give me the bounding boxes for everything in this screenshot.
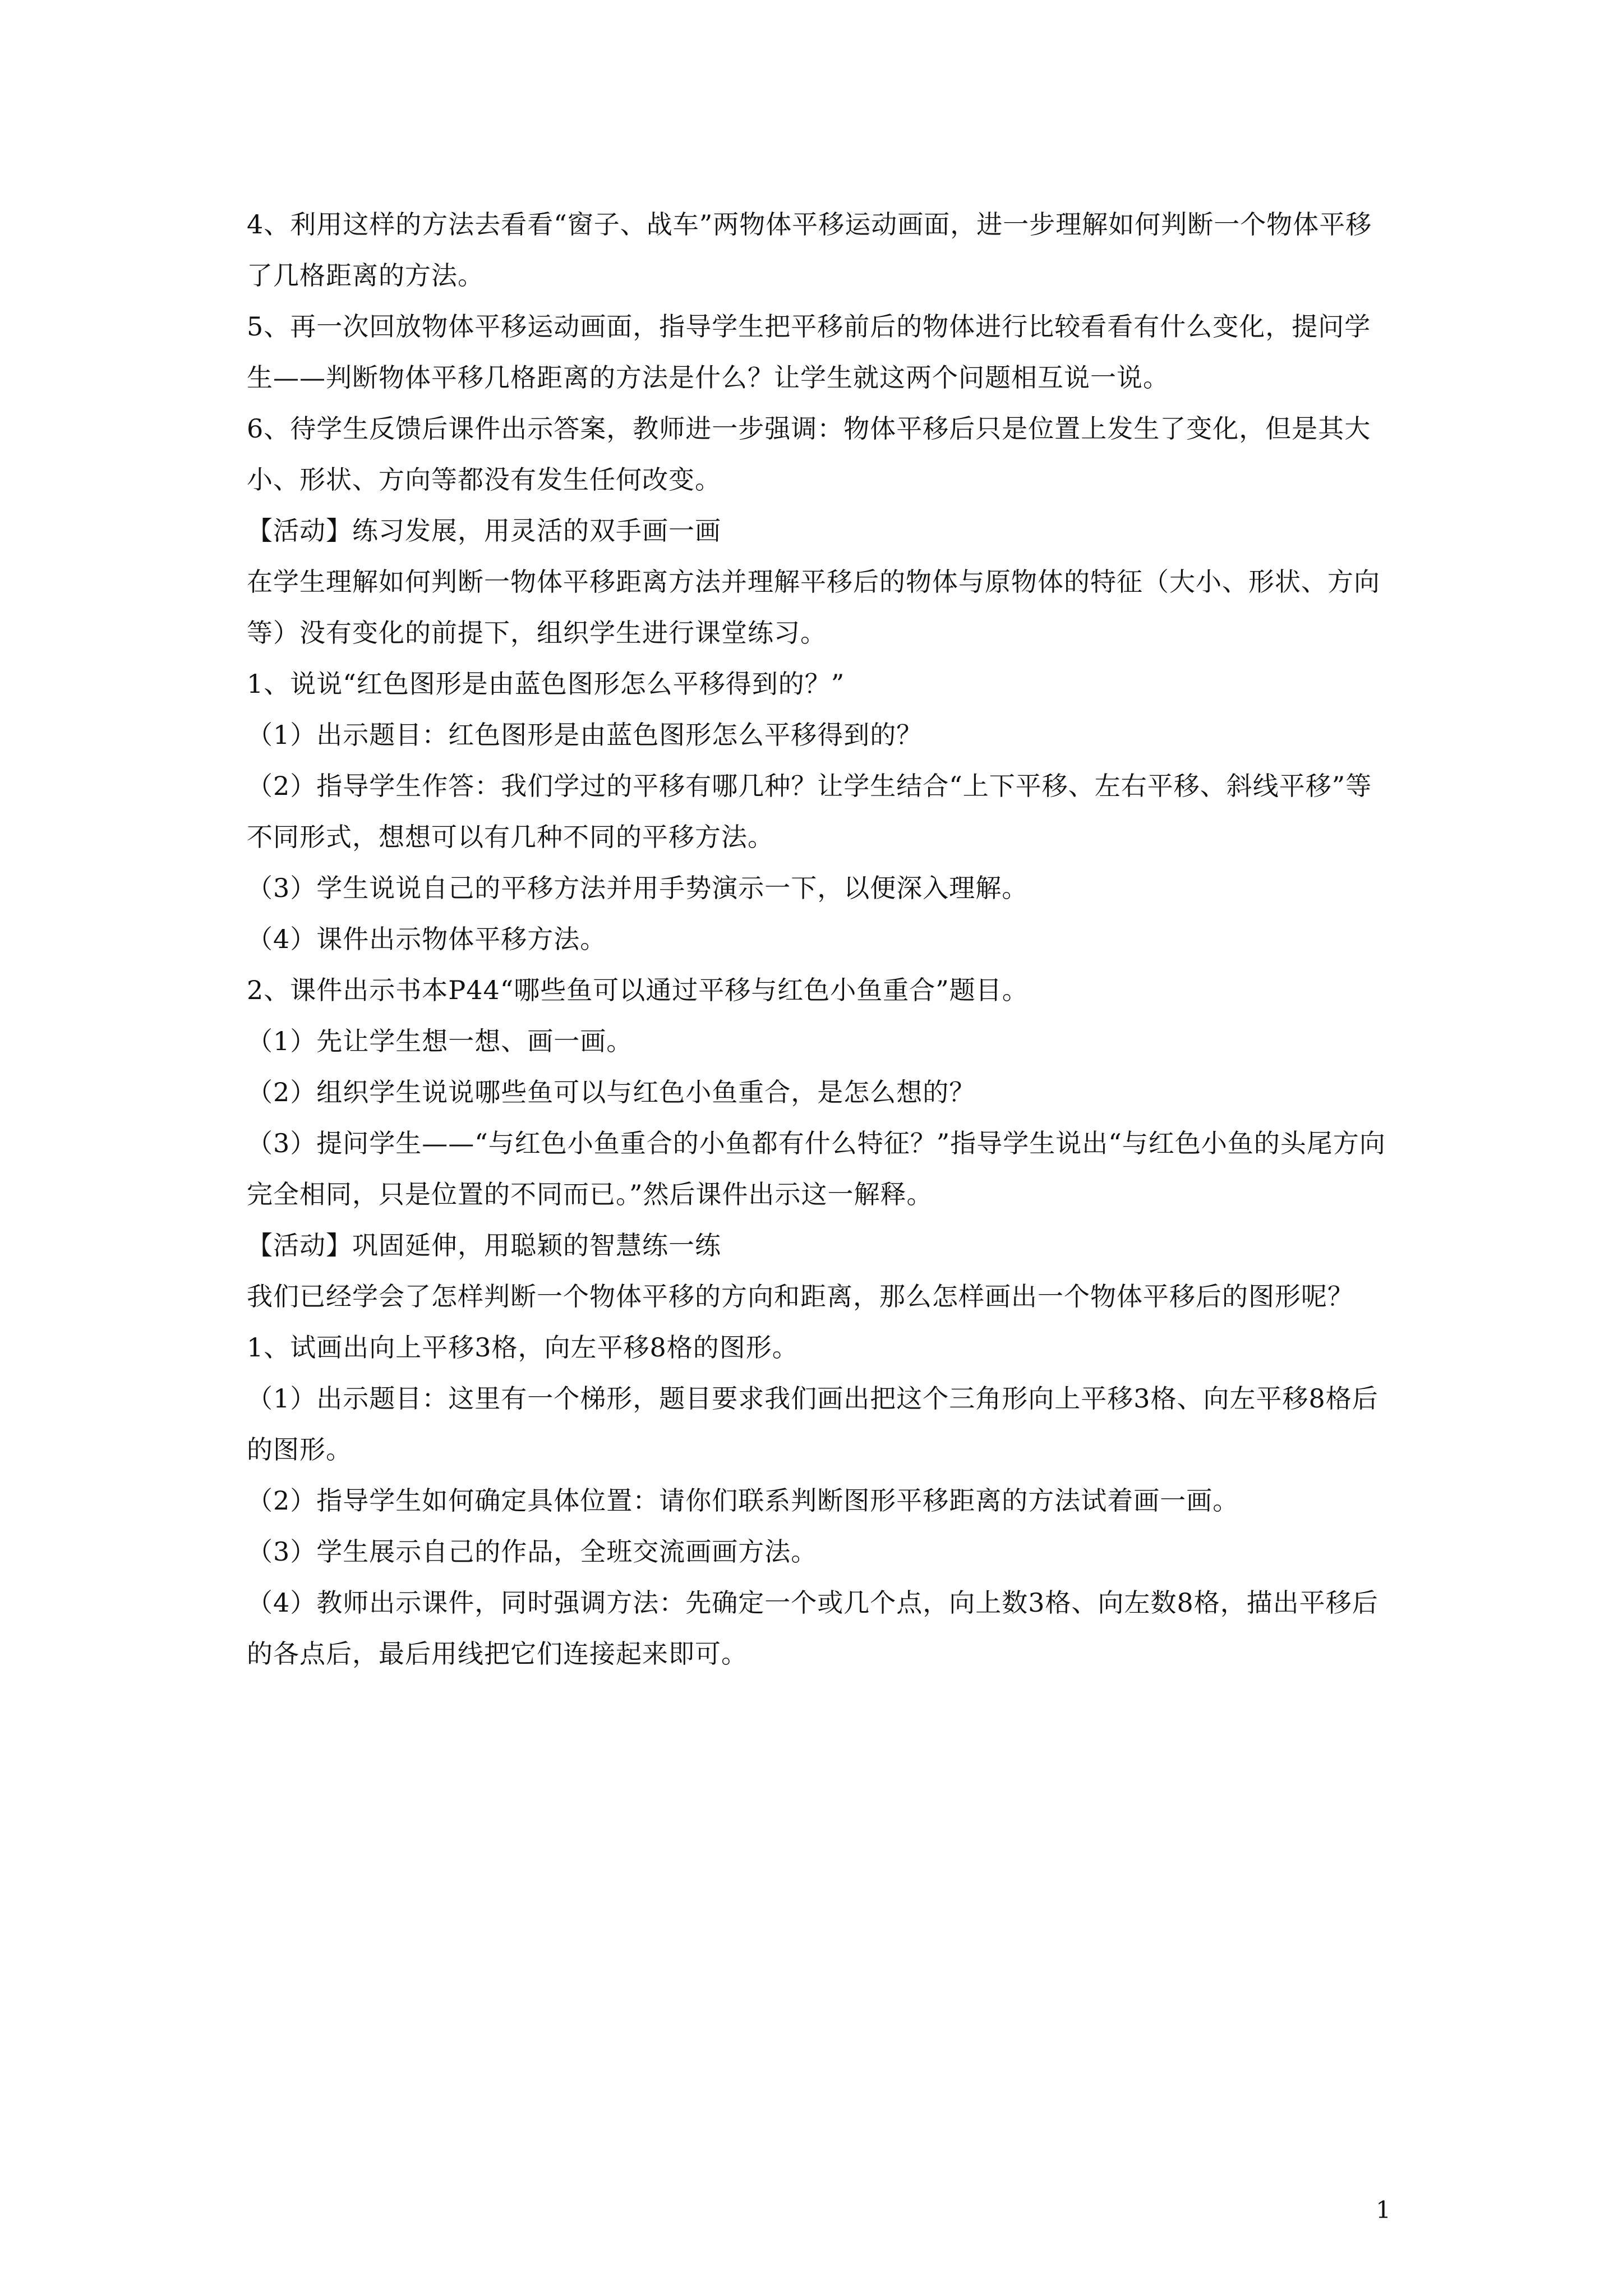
paragraph: 5、再一次回放物体平移运动画面，指导学生把平移前后的物体进行比较看看有什么变化，提问学生——判断物体平移几格距离的方法是什么？让学生就这两个问题相互说一说。: [247, 311, 1371, 393]
paragraph: 在学生理解如何判断一物体平移距离方法并理解平移后的物体与原物体的特征（大小、形状、方向等）没有变化的前提下，组织学生进行课堂练习。: [247, 567, 1380, 648]
paragraph: （3）学生展示自己的作品，全班交流画画方法。: [247, 1536, 818, 1567]
paragraph: （1）先让学生想一想、画一画。: [247, 1026, 633, 1056]
paragraph: （2）组织学生说说哪些鱼可以与红色小鱼重合，是怎么想的？: [247, 1077, 976, 1107]
paragraph: （2）指导学生作答：我们学过的平移有哪几种？让学生结合“上下平移、左右平移、斜线平移”等不同形式，想想可以有几种不同的平移方法。: [247, 771, 1372, 852]
paragraph: 1、说说“红色图形是由蓝色图形怎么平移得到的？”: [247, 669, 845, 699]
section-heading: 【活动】练习发展，用灵活的双手画一画: [247, 516, 721, 546]
paragraph: 4、利用这样的方法去看看“窗子、战车”两物体平移运动画面，进一步理解如何判断一个物体平移了几格距离的方法。: [247, 209, 1372, 291]
paragraph: （3）提问学生——“与红色小鱼重合的小鱼都有什么特征？”指导学生说出“与红色小鱼的头尾方向完全相同，只是位置的不同而已。”然后课件出示这一解释。: [247, 1128, 1386, 1209]
document-body: [247, 199, 1391, 1680]
paragraph: （1）出示题目：红色图形是由蓝色图形怎么平移得到的？: [247, 720, 923, 750]
page-number: 1: [1376, 2196, 1391, 2224]
paragraph: （1）出示题目：这里有一个梯形，题目要求我们画出把这个三角形向上平移3格、向左平移8格后的图形。: [247, 1383, 1378, 1465]
paragraph: 1、试画出向上平移3格，向左平移8格的图形。: [247, 1332, 799, 1363]
paragraph: 6、待学生反馈后课件出示答案，教师进一步强调：物体平移后只是位置上发生了变化，但是其大小、形状、方向等都没有发生任何改变。: [247, 413, 1371, 495]
paragraph: （2）指导学生如何确定具体位置：请你们联系判断图形平移距离的方法试着画一画。: [247, 1485, 1239, 1516]
paragraph: 我们已经学会了怎样判断一个物体平移的方向和距离，那么怎样画出一个物体平移后的图形呢？: [247, 1281, 1354, 1312]
paragraph: （3）学生说说自己的平移方法并用手势演示一下，以便深入理解。: [247, 873, 1029, 903]
paragraph: 2、课件出示书本P44“哪些鱼可以通过平移与红色小鱼重合”题目。: [247, 975, 1029, 1005]
section-heading: 【活动】巩固延伸，用聪颖的智慧练一练: [247, 1230, 721, 1260]
paragraph: （4）教师出示课件，同时强调方法：先确定一个或几个点，向上数3格、向左数8格，描出平移后的各点后，最后用线把它们连接起来即可。: [247, 1588, 1378, 1669]
paragraph: （4）课件出示物体平移方法。: [247, 924, 607, 954]
